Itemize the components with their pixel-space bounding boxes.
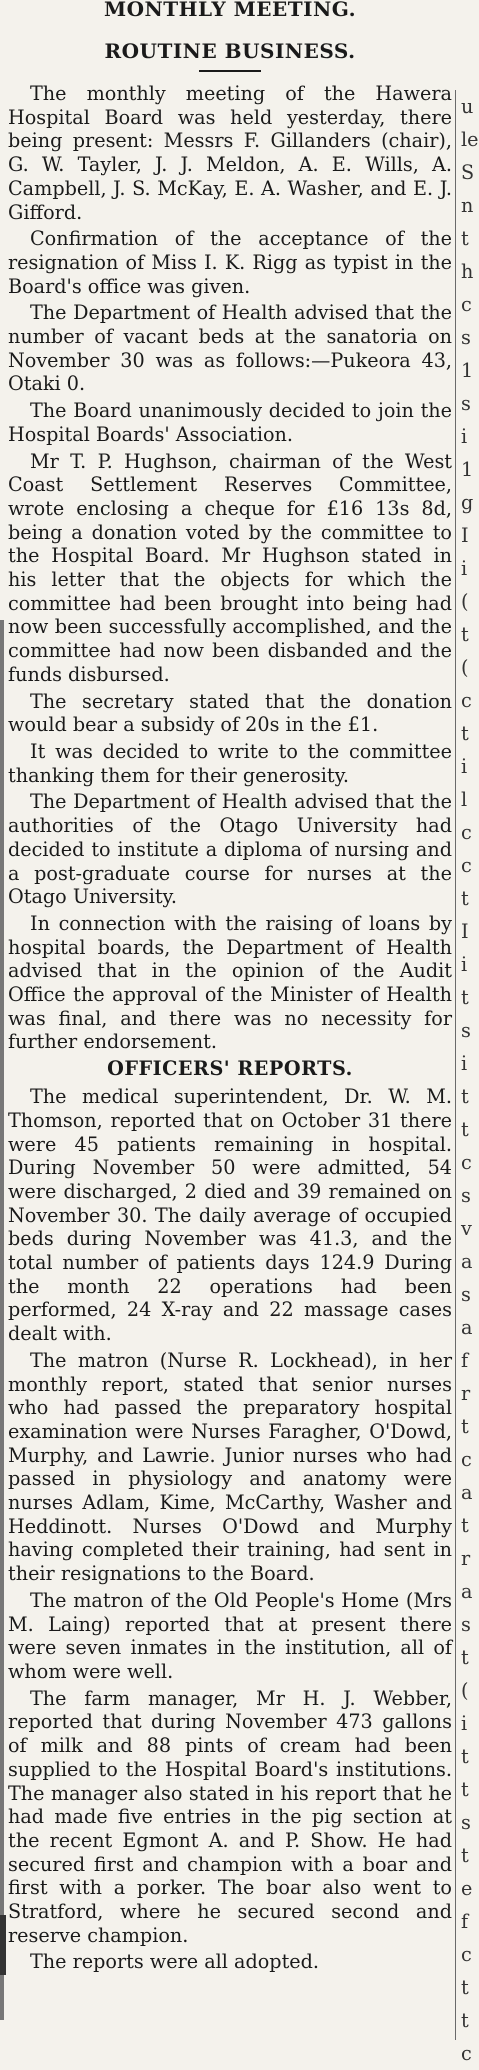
adjacent-column-fragment: i (461, 953, 468, 976)
adjacent-column-fragment: t (461, 1745, 469, 1768)
paragraph-attendance: The monthly meeting of the Hawera Hospital Board was held yesterday, there being present: Messrs F. Gillanders (chair), G. W. Tayler, J. J. Meldon, A. E. Wills, A. Campbell, J. S. McKay, E. A. Washer, and E. J. Gifford. (8, 82, 452, 224)
column-divider (455, 90, 456, 2040)
adjacent-column-fragment: c (461, 1448, 472, 1471)
paragraph-resignation: Confirmation of the acceptance of the resignation of Miss I. K. Rigg as typist in the Board's office was given. (8, 227, 452, 298)
adjacent-column-fragment: t (461, 1085, 469, 1108)
adjacent-column-fragment: a (461, 1316, 473, 1339)
paragraph-matron-report: The matron (Nurse R. Lockhead), in her monthly report, stated that senior nurses who had passed the preparatory hospital examination were Nurses Faragher, O'Dowd, Murphy, and Lawrie. Junior nurses who had passed in physiology and anatomy were nurses Adlam, Kime, McCarthy, Washer and Heddinott. Nurses O'Dowd and Murphy having completed their training, had sent in their resignations to the Board. (8, 1348, 452, 1586)
adjacent-column-fragment: t (461, 722, 469, 745)
adjacent-column-fragment: I (461, 920, 469, 943)
adjacent-column-fragment: c (461, 821, 472, 844)
paragraph-medical-report: The medical superintendent, Dr. W. M. Thomson, reported that on October 31 there were 45 patients remaining in hospital. During November 50 were admitted, 54 were discharged, 2 died and 39 remained on November 30. The daily average of occupied beds during November was 41.3, and the total number of patients days 124.9 During the month 22 operations had been performed, 24 X-ray and 22 massage cases dealt with. (8, 1085, 452, 1346)
adjacent-column-fragment: i (461, 1712, 468, 1735)
paragraph-association: The Board unanimously decided to join the Hospital Boards' Association. (8, 399, 452, 446)
adjacent-column-fragment: ( (461, 1679, 469, 1702)
adjacent-column-fragment: t (461, 227, 469, 250)
adjacent-column-fragment: s (461, 1184, 471, 1207)
adjacent-column-fragment: t (461, 1646, 469, 1669)
paragraph-donation: Mr T. P. Hughson, chairman of the West Coast Settlement Reserves Committee, wrote enclosing a cheque for £16 13s 8d, being a donation voted by the committee to the Hospital Board. Mr Hughson stated in his letter that the objects for which the committee had been brought into being had now been successfully accomplished, and the committee had now been disbanded and the funds disbursed. (8, 449, 452, 686)
adjacent-column-fragment: n (461, 194, 474, 217)
adjacent-column-edge (461, 90, 479, 2065)
adjacent-column-fragment: ( (461, 590, 469, 613)
adjacent-column-fragment: c (461, 2042, 472, 2065)
adjacent-column-fragment: t (461, 1118, 469, 1141)
adjacent-column-fragment: t (461, 1415, 469, 1438)
paragraph-adoption: The reports were all adopted. (30, 1950, 320, 1974)
section-heading-officers-reports: OFFICERS' REPORTS. (107, 1057, 353, 1081)
adjacent-column-fragment: t (461, 623, 469, 646)
adjacent-column-fragment: t (461, 1778, 469, 1801)
adjacent-column-fragment: I (461, 524, 469, 547)
adjacent-column-fragment: 1 (461, 359, 474, 382)
adjacent-column-fragment: s (461, 326, 471, 349)
adjacent-column-fragment: i (461, 425, 468, 448)
adjacent-column-fragment: i (461, 557, 468, 580)
adjacent-column-fragment: e (461, 1877, 473, 1900)
adjacent-column-fragment: r (461, 1382, 471, 1405)
adjacent-column-fragment: t (461, 1976, 469, 1999)
paragraph-sanatoria-beds: The Department of Health advised that the number of vacant beds at the sanatoria on November 30 was as follows:—Pukeora 43, Otaki 0. (8, 301, 452, 396)
adjacent-column-fragment: t (461, 2009, 469, 2032)
adjacent-column-fragment: t (461, 1844, 469, 1867)
adjacent-column-fragment: c (461, 854, 472, 877)
article-subtitle: ROUTINE BUSINESS. (104, 39, 356, 63)
title-rule (199, 70, 261, 72)
adjacent-column-fragment: ( (461, 656, 469, 679)
paragraph-farm-report: The farm manager, Mr H. J. Webber, reported that during November 473 gallons of milk and 88 pints of cream had been supplied to the Hospital Board's institutions. The manager also stated in his report that he had made five entries in the pig section at the recent Egmont A. and P. Show. He had secured first and champion with a boar and first with a porker. The boar also went to Stratford, where he secured second and reserve champion. (8, 1686, 452, 1947)
paragraph-loans: In connection with the raising of loans by hospital boards, the Department of Health advised that in the opinion of the Audit Office the approval of the Minister of Health was final, and there was no necessity for further endorsement. (8, 911, 452, 1054)
paragraph-subsidy: The secretary stated that the donation would bear a subsidy of 20s in the £1. (8, 689, 452, 737)
adjacent-column-fragment: i (461, 1052, 468, 1075)
scan-margin-mark (0, 1915, 6, 1975)
adjacent-column-fragment: l (461, 788, 468, 811)
adjacent-column-fragment: f (461, 1910, 469, 1933)
adjacent-column-fragment: c (461, 689, 472, 712)
adjacent-column-fragment: c (461, 293, 472, 316)
adjacent-column-fragment: u (461, 95, 474, 118)
adjacent-column-fragment: g (461, 491, 474, 514)
adjacent-column-fragment: r (461, 1547, 471, 1570)
adjacent-column-fragment: a (461, 1580, 473, 1603)
paragraph-old-peoples-home: The matron of the Old People's Home (Mrs M. Laing) reported that at present there were seven inmates in the institution, all of whom were well. (8, 1588, 452, 1683)
adjacent-column-fragment: t (461, 986, 469, 1009)
adjacent-column-fragment: f (461, 1349, 469, 1372)
adjacent-column-fragment: c (461, 1943, 472, 1966)
adjacent-column-fragment: a (461, 1250, 473, 1273)
adjacent-column-fragment: s (461, 1019, 471, 1042)
adjacent-column-fragment: s (461, 1613, 471, 1636)
adjacent-column-fragment: t (461, 887, 469, 910)
adjacent-column-fragment: s (461, 1811, 471, 1834)
adjacent-column-fragment: s (461, 392, 471, 415)
adjacent-column-fragment: 1 (461, 458, 474, 481)
paragraph-thanks: It was decided to write to the committee thanking them for their generosity. (8, 739, 452, 787)
adjacent-column-fragment: i (461, 755, 468, 778)
scan-margin-shadow (0, 620, 4, 2020)
adjacent-column-fragment: a (461, 1481, 473, 1504)
adjacent-column-fragment: h (461, 260, 474, 283)
adjacent-column-fragment: le (461, 128, 479, 151)
adjacent-column-fragment: c (461, 1151, 472, 1174)
article-title: MONTHLY MEETING. (103, 0, 357, 21)
paragraph-diploma: The Department of Health advised that the authorities of the Otago University had decided to institute a diploma of nursing and a post-graduate course for nurses at the Otago University. (8, 790, 452, 909)
adjacent-column-fragment: s (461, 1283, 471, 1306)
adjacent-column-fragment: t (461, 1514, 469, 1537)
adjacent-column-fragment: v (461, 1217, 472, 1240)
adjacent-column-fragment: S (461, 161, 475, 184)
